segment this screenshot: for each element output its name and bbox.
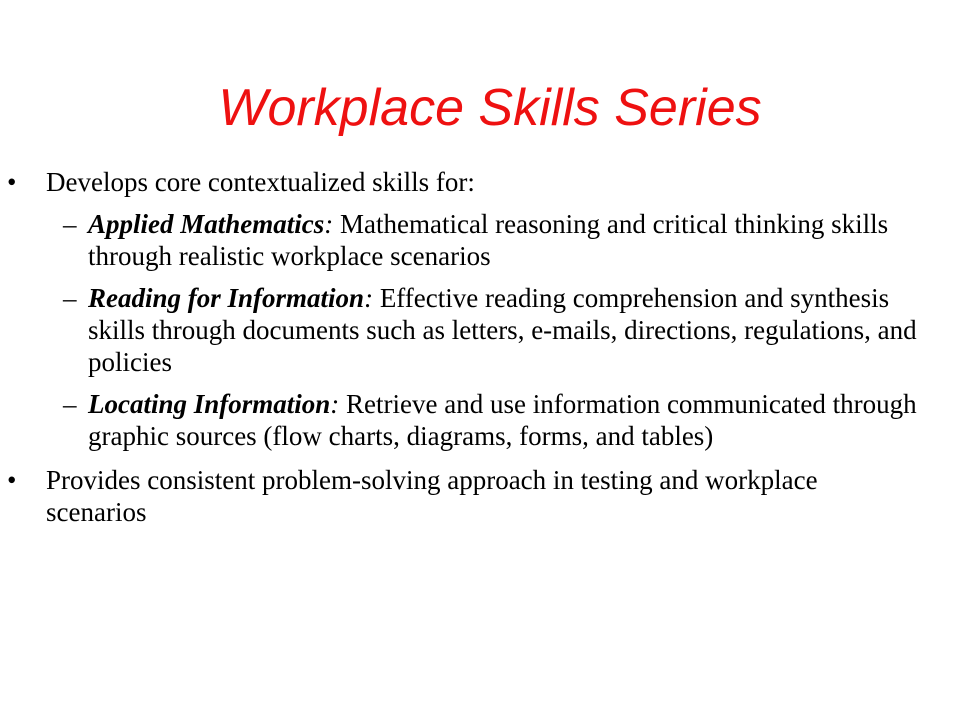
sub-item-text: Mathematical reasoning and critical thinking skills through realistic workplace scenarios	[88, 209, 889, 271]
slide-title: Workplace Skills Series	[218, 79, 762, 137]
slide-content	[0, 166, 960, 528]
bullet-icon: •	[7, 167, 17, 197]
sub-item-colon: :	[330, 389, 340, 419]
bullet-text: Provides consistent problem-solving approach in testing and workplace scenarios	[46, 465, 818, 527]
dash-icon: –	[63, 209, 77, 239]
sub-item-term: Reading for Information	[88, 283, 365, 313]
bullet-item	[0, 464, 960, 528]
sub-item-term: Applied Mathematics	[88, 209, 325, 239]
sub-item-locating-information	[0, 388, 960, 452]
dash-icon: –	[63, 389, 77, 419]
bullet-text: Develops core contextualized skills for:	[46, 167, 475, 197]
sub-item-applied-mathematics	[0, 208, 960, 272]
sub-item-colon: :	[324, 209, 334, 239]
bullet-item	[0, 166, 960, 198]
sub-item-text: Effective reading comprehension and synthesis skills through documents such as letters, e-mails, directions, regulations, and policies	[88, 283, 917, 377]
sub-item-reading-for-information	[0, 282, 960, 378]
dash-icon: –	[63, 283, 77, 313]
sub-item-colon: :	[364, 283, 374, 313]
sub-item-text: Retrieve and use information communicated through graphic sources (flow charts, diagrams, forms, and tables)	[88, 389, 917, 451]
sub-item-term: Locating Information	[88, 389, 331, 419]
bullet-icon: •	[7, 465, 17, 495]
